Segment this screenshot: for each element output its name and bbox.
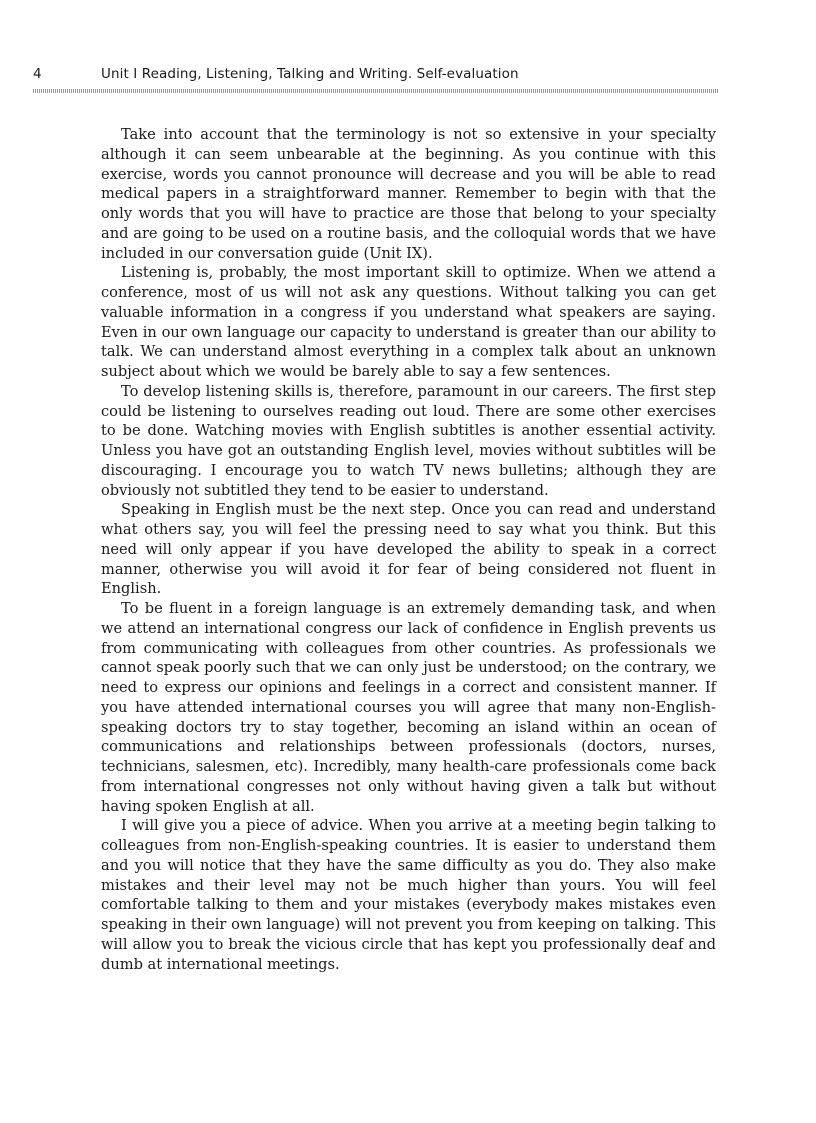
running-title: Unit I Reading, Listening, Talking and Writing. Self-evaluation: [101, 66, 519, 82]
body-text: [101, 125, 716, 974]
paragraph-speaking: Speaking in English must be the next step. Once you can read and understand what others say, you will feel the pressing need to say what you think. But this need will only appear if you have developed the ability to speak in a correct manner, otherwise you will avoid it for fear of being considered not fluent in English.: [101, 501, 716, 598]
header-rule: [33, 89, 719, 93]
paragraph-terminology: Take into account that the terminology is not so extensive in your specialty although it can seem unbearable at the beginning. As you continue with this exercise, words you cannot pronounce will decrease and you will be able to read medical papers in a straightforward manner. Remember to begin with that the only words that you will have to practice are those that belong to your specialty and are going to be used on a routine basis, and the colloquial words that we have included in our conversation guide (Unit IX).: [101, 126, 716, 262]
running-head: [33, 66, 723, 88]
paragraph-listening-skills: To develop listening skills is, therefore, paramount in our careers. The first step could be listening to ourselves reading out loud. There are some other exercises to be done. Watching movies with English subtitles is another essential activity. Unless you have got an outstanding English level, movies without subtitles will be discouraging. I encourage you to watch TV news bulletins; although they are obviously not subtitled they tend to be easier to understand.: [101, 382, 716, 499]
paragraph-listening: Listening is, probably, the most important skill to optimize. When we attend a conference, most of us will not ask any questions. Without talking you can get valuable information in a congress if you understand what speakers are saying. Even in our own language our capacity to understand is greater than our ability to talk. We can understand almost everything in a complex talk about an unknown subject about which we would be barely able to say a few sentences.: [101, 264, 716, 380]
paragraph-fluency: To be fluent in a foreign language is an extremely demanding task, and when we attend an international congress our lack of confidence in English prevents us from communicating with colleagues from other countries. As professionals we cannot speak poorly such that we can only just be understood; on the contrary, we need to express our opinions and feelings in a correct and consistent manner. If you have attended international courses you will agree that many non-English-speaking doctors try to stay together, becoming an island within an ocean of communications and relationships between professionals (doctors, nurses, technicians, salesmen, etc). Incredibly, many health-care professionals come back from international congresses not only without having given a talk but without having spoken English at all.: [101, 600, 716, 815]
page-number: 4: [33, 66, 42, 82]
paragraph-advice: I will give you a piece of advice. When you arrive at a meeting begin talking to colleagues from non-English-speaking countries. It is easier to understand them and you will notice that they have the same difficulty as you do. They also make mistakes and their level may not be much higher than yours. You will feel comfortable talking to them and your mistakes (everybody makes mistakes even speaking in their own language) will not prevent you from keeping on talking. This will allow you to break the vicious circle that has kept you professionally deaf and dumb at international meetings.: [101, 817, 716, 973]
